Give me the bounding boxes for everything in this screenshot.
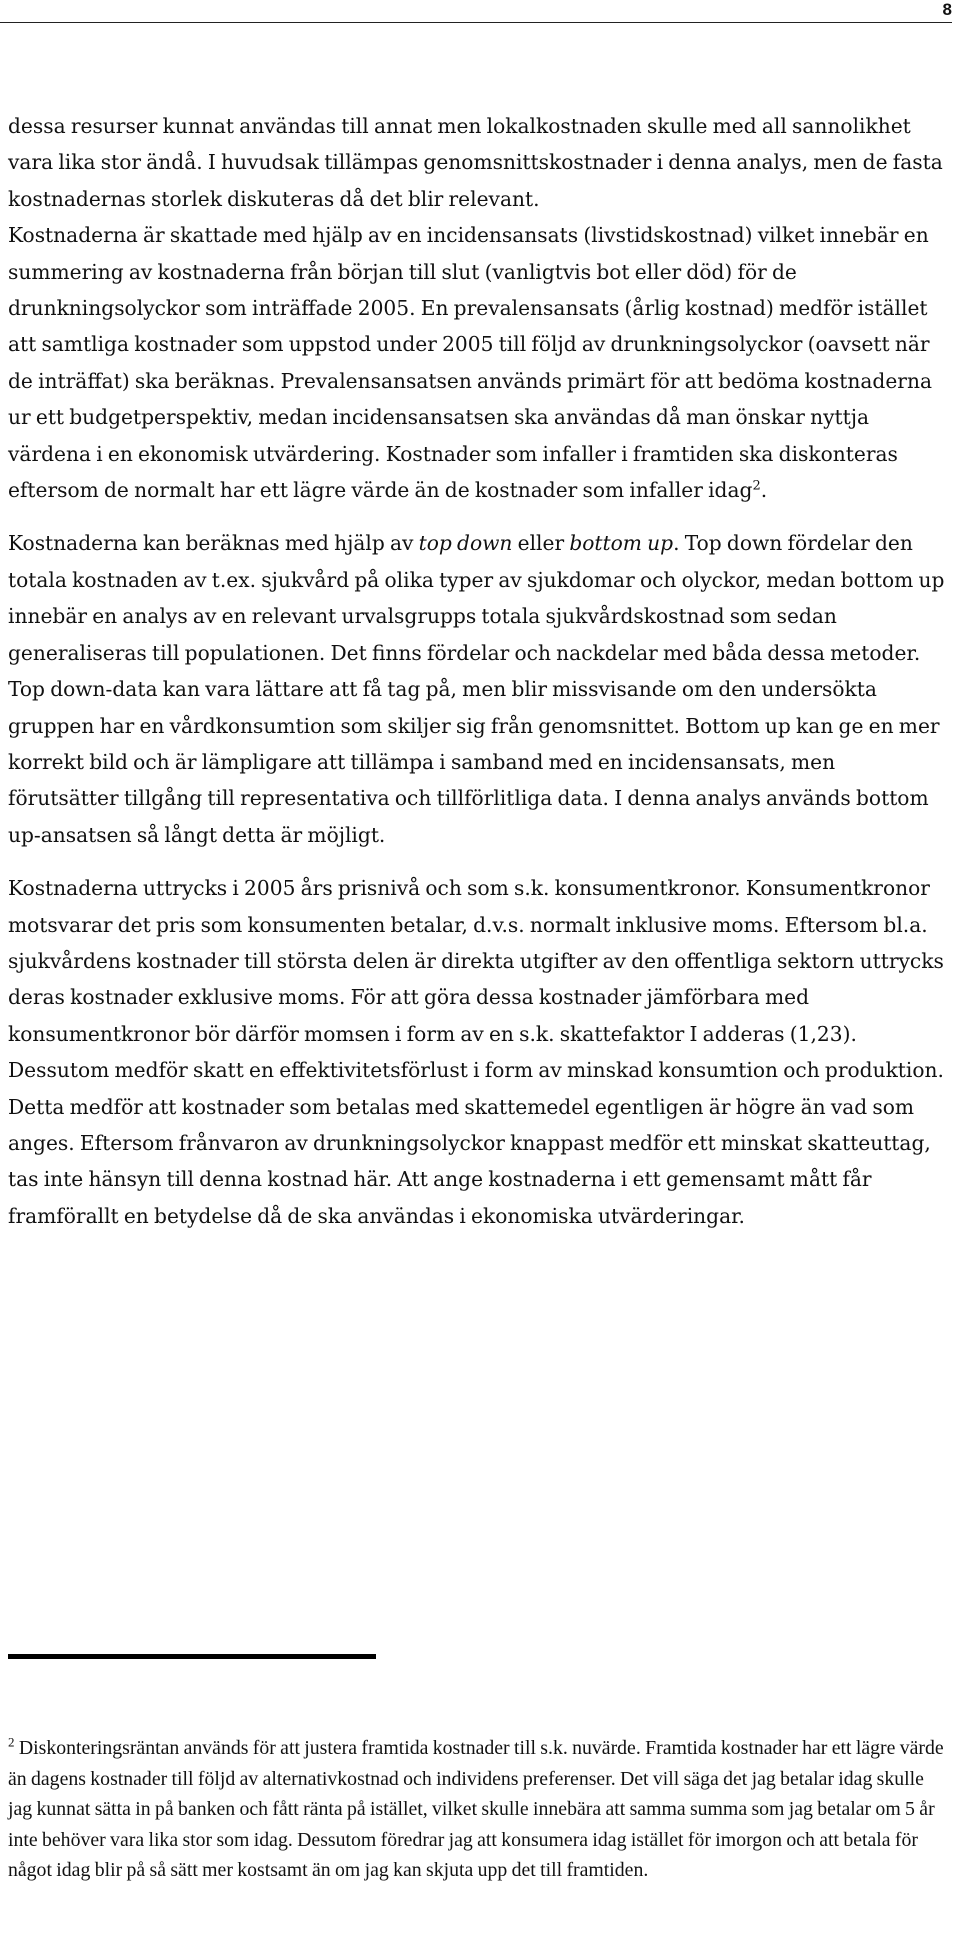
paragraph-2-end: . [760,478,768,503]
footnote-text: Diskonteringsräntan används för att justera framtida kostnader till s.k. nuvärde. Framtida kostnader har ett lägre värde än dagens kostnader till följd av alternativkostnad och individens preferenser. Det vill säga det jag betalar idag skulle jag kunnat sätta in på banken och fått ränta på istället, vilket skulle innebära att samma summa som jag betalar om 5 år inte behöver vara lika stor som idag. Dessutom föredrar jag att konsumera idag istället för imorgon och att betala för något idag blir på så sätt mer kostsamt än om jag kan skjuta upp det till framtiden. [8,1737,944,1882]
footnote-divider [8,1654,376,1659]
paragraph-3-text-middle: eller [512,531,570,556]
term-top-down: top down [418,531,513,556]
paragraph-3-text-start: Kostnaderna kan beräknas med hjälp av [8,531,419,556]
page-header [0,0,952,23]
paragraph-3 [8,525,948,853]
paragraph-2-text: Kostnaderna är skattade med hjälp av en incidensansats (livstidskostnad) vilket innebär en summering av kostnaderna från början till slut (vanligtvis bot eller död) för de drunkningsolyckor som inträffade 2005. En prevalensansats (årlig kostnad) medför istället att samtliga kostnader som uppstod under 2005 till följd av drunkningsolyckor (oavsett när de inträffat) ska beräknas. Prevalensansatsen används primärt för att bedöma kostnaderna ur ett budgetperspektiv, medan incidensansatsen ska användas då man önskar nyttja värdena i en ekonomisk utvärdering. Kostnader som infaller i framtiden ska diskonteras eftersom de normalt har ett lägre värde än de kostnader som infaller idag [8,223,932,503]
page-number: 8 [942,0,952,19]
footnote-marker: 2 [8,1734,15,1750]
paragraph-2 [8,217,948,508]
paragraph-3-text-end: . Top down fördelar den totala kostnaden av t.ex. sjukvård på olika typer av sjukdomar och olyckor, medan bottom up innebär en analys av en relevant urvalsgrupps totala sjukvårdskostnad som sedan generaliseras till populationen. Det finns fördelar och nackdelar med båda dessa metoder. Top down-data kan vara lättare att få tag på, men blir missvisande om den undersökta gruppen har en vårdkonsumtion som skiljer sig från genomsnittet. Bottom up kan ge en mer korrekt bild och är lämpligare att tillämpa i samband med en incidensansats, men förutsätter tillgång till representativa och tillförlitliga data. I denna analys används bottom up-ansatsen så långt detta är möjligt. [8,531,945,847]
footnote-reference: 2 [752,478,761,494]
term-bottom-up: bottom up [569,531,674,556]
paragraph-4: Kostnaderna uttrycks i 2005 års prisnivå och som s.k. konsumentkronor. Konsumentkronor motsvarar det pris som konsumenten betalar, d.v.s. normalt inklusive moms. Eftersom bl.a. sjukvårdens kostnader till största delen är direkta utgifter av den offentliga sektorn uttrycks deras kostnader exklusive moms. För att göra dessa kostnader jämförbara med konsumentkronor bör därför momsen i form av en s.k. skattefaktor I adderas (1,23). Dessutom medför skatt en effektivitetsförlust i form av minskad konsumtion och produktion. Detta medför att kostnader som betalas med skattemedel egentligen är högre än vad som anges. Eftersom frånvaron av drunkningsolyckor knappast medför ett minskat skatteuttag, tas inte hänsyn till denna kostnad här. Att ange kostnaderna i ett gemensamt mått får framförallt en betydelse då de ska användas i ekonomiska utvärderingar. [8,876,944,1228]
paragraph-1: dessa resurser kunnat användas till annat men lokalkostnaden skulle med all sannolikhet vara lika stor ändå. I huvudsak tillämpas genomsnittskostnader i denna analys, men de fasta kostnadernas storlek diskuteras då det blir relevant. [8,114,943,211]
body-text [8,108,948,1251]
footnote [8,1733,948,1886]
